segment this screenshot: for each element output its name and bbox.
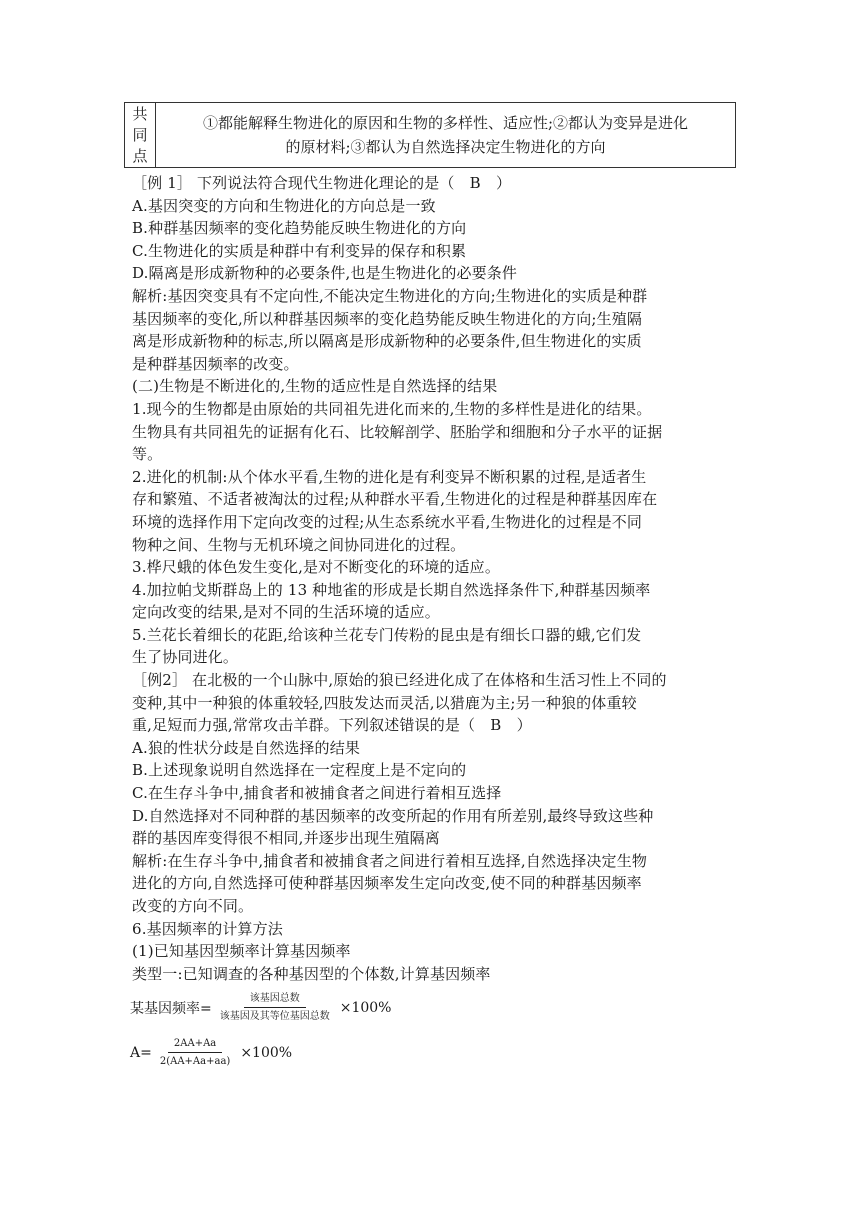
common-points-line: 的原材料;③都认为自然选择决定生物进化的方向 — [285, 138, 606, 156]
label-char: 共 — [132, 104, 148, 123]
text-line: 类型一:已知调查的各种基因型的个体数,计算基因频率 — [132, 964, 491, 983]
text-line: 4.加拉帕戈斯群岛上的 13 种地雀的形成是长期自然选择条件下,种群基因频率 — [132, 580, 651, 599]
formula-fraction — [214, 992, 336, 1023]
formula-label: 某基因频率= — [130, 1000, 212, 1017]
formula-denominator: 该基因及其等位基因总数 — [219, 1011, 330, 1022]
text-line: (二)生物是不断进化的,生物的适应性是自然选择的结果 — [132, 377, 498, 396]
text-line: C.生物进化的实质是种群中有利变异的保存和积累 — [132, 241, 467, 260]
formula-fraction — [154, 1037, 236, 1068]
text-line: C.在生存斗争中,捕食者和被捕食者之间进行着相互选择 — [132, 784, 502, 803]
allele-a-formula — [130, 1037, 292, 1068]
text-line: 1.现今的生物都是由原始的共同祖先进化而来的,生物的多样性是进化的结果。 — [132, 399, 652, 418]
text-line: 群的基因库变得很不相同,并逐步出现生殖隔离 — [132, 829, 440, 848]
formula-multiplier: ×100% — [240, 1044, 293, 1061]
formula-label: A= — [130, 1044, 152, 1061]
text-line: ［例2］ 在北极的一个山脉中,原始的狼已经进化成了在体格和生活习性上不同的 — [132, 671, 667, 690]
formula-denominator: 2(AA+Aa+aa) — [159, 1056, 231, 1067]
text-line: 存和繁殖、不适者被淘汰的过程;从种群水平看,生物进化的过程是种群基因库在 — [132, 490, 658, 509]
text-line: 重,足短而力强,常常攻击羊群。下列叙述错误的是（ B ） — [132, 716, 532, 735]
text-line: 进化的方向,自然选择可使种群基因频率发生定向改变,使不同的种群基因频率 — [132, 874, 642, 893]
text-line: 环境的选择作用下定向改变的过程;从生态系统水平看,生物进化的过程是不同 — [132, 512, 643, 531]
text-line: D.隔离是形成新物种的必要条件,也是生物进化的必要条件 — [132, 264, 518, 283]
text-line: 离是形成新物种的标志,所以隔离是形成新物种的必要条件,但生物进化的实质 — [132, 332, 642, 351]
common-points-label — [125, 103, 156, 167]
text-line: 生物具有共同祖先的证据有化石、比较解剖学、胚胎学和细胞和分子水平的证据 — [132, 422, 663, 441]
text-line: 定向改变的结果,是对不同的生活环境的适应。 — [132, 603, 440, 622]
text-line: 5.兰花长着细长的花距,给该种兰花专门传粉的昆虫是有细长口器的蛾,它们发 — [132, 625, 642, 644]
text-line: 变种,其中一种狼的体重较轻,四肢发达而灵活,以猎鹿为主;另一种狼的体重较 — [132, 693, 637, 712]
text-line: B.种群基因频率的变化趋势能反映生物进化的方向 — [132, 219, 467, 238]
text-line: 3.桦尺蛾的体色发生变化,是对不断变化的环境的适应。 — [132, 558, 500, 577]
text-line: (1)已知基因型频率计算基因频率 — [132, 942, 351, 961]
common-points-table — [124, 102, 736, 168]
text-line: 解析:在生存斗争中,捕食者和被捕食者之间进行着相互选择,自然选择决定生物 — [132, 851, 647, 870]
document-body — [132, 172, 738, 985]
text-line: 6.基因频率的计算方法 — [132, 919, 283, 938]
text-line: 解析:基因突变具有不定向性,不能决定生物进化的方向;生物进化的实质是种群 — [132, 286, 648, 305]
label-char: 点 — [132, 146, 148, 165]
text-line: 2.进化的机制:从个体水平看,生物的进化是有利变异不断积累的过程,是适者生 — [132, 467, 647, 486]
text-line: 是种群基因频率的改变。 — [132, 354, 299, 373]
text-line: 基因频率的变化,所以种群基因频率的变化趋势能反映生物进化的方向;生殖隔 — [132, 309, 643, 328]
text-line: A.狼的性状分歧是自然选择的结果 — [132, 738, 361, 757]
text-line: B.上述现象说明自然选择在一定程度上是不定向的 — [132, 761, 467, 780]
text-line: A.基因突变的方向和生物进化的方向总是一致 — [132, 196, 436, 215]
text-line: 改变的方向不同。 — [132, 897, 254, 915]
common-points-line: ①都能解释生物进化的原因和生物的多样性、适应性;②都认为变异是进化 — [202, 114, 689, 132]
formula-multiplier: ×100% — [339, 999, 392, 1016]
text-line: 等。 — [132, 445, 163, 464]
label-char: 同 — [132, 125, 148, 144]
text-line: 物种之间、生物与无机环境之间协同进化的过程。 — [132, 535, 466, 554]
text-line: ［例 1］ 下列说法符合现代生物进化理论的是（ B ） — [132, 174, 512, 192]
text-line: D.自然选择对不同种群的基因频率的改变所起的作用有所差别,最终导致这些种 — [132, 806, 654, 825]
formula-numerator: 该基因总数 — [244, 992, 306, 1008]
text-line: 生了协同进化。 — [132, 648, 239, 667]
gene-frequency-formula — [130, 992, 392, 1023]
formula-numerator: 2AA+Aa — [168, 1037, 222, 1053]
common-points-content — [156, 103, 735, 167]
